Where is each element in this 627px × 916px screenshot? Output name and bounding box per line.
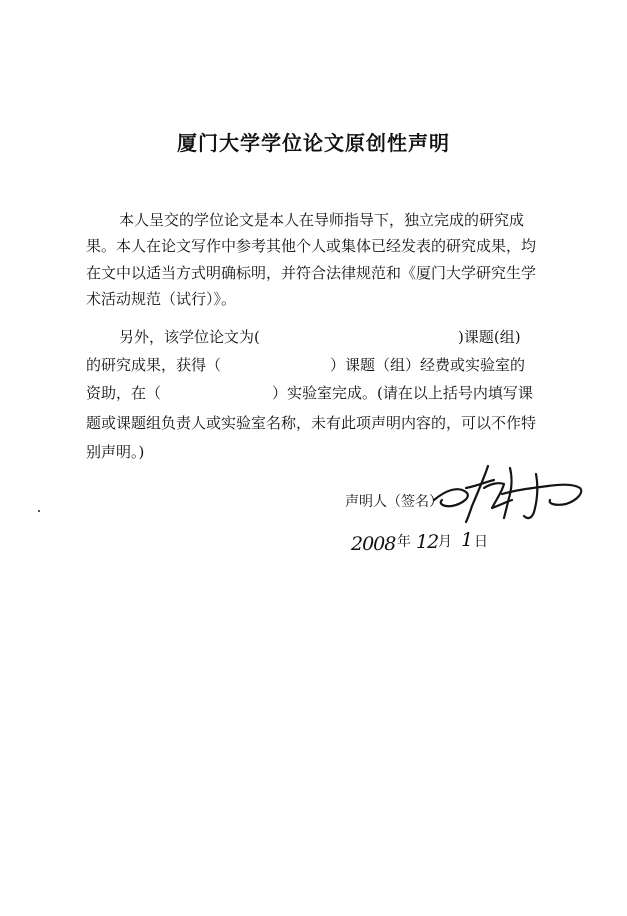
funding-line3-start: 资助，在（	[86, 384, 162, 402]
date-month-unit: 月	[438, 534, 452, 550]
paragraph-line: 在文中以适当方式明确标明，并符合法律规范和《厦门大学研究生学	[86, 264, 537, 282]
funding-line2-end: ）课题（组）经费或实验室的	[330, 356, 526, 374]
paragraph-line: 术活动规范（试行）》。	[86, 290, 237, 308]
date-month-handwritten: 12	[416, 531, 439, 553]
funding-line1-start: 另外，该学位论文为(	[119, 328, 260, 346]
date-day-unit: 日	[474, 534, 488, 550]
paragraph-line: 果。本人在论文写作中参考其他个人或集体已经发表的研究成果，均	[86, 237, 537, 255]
funding-line4: 题或课题组负责人或实验室名称，未有此项声明内容的，可以不作特	[86, 414, 537, 432]
date-year-handwritten: 2008	[351, 533, 396, 555]
handwritten-signature	[432, 460, 592, 530]
page-title: 厦门大学学位论文原创性声明	[177, 131, 450, 155]
funding-line2-start: 的研究成果，获得（	[86, 356, 222, 374]
scan-speck	[38, 510, 40, 512]
signature-label: 声明人（签名）	[345, 494, 443, 510]
funding-line3-end: ）实验室完成。(请在以上括号内填写课	[272, 384, 533, 402]
funding-line5: 别声明。)	[86, 443, 145, 461]
date-day-handwritten: 1	[461, 529, 473, 551]
funding-line1-end: )课题(组)	[458, 328, 521, 346]
paragraph-line: 本人呈交的学位论文是本人在导师指导下，独立完成的研究成	[119, 211, 525, 229]
date-year-unit: 年	[397, 534, 411, 550]
